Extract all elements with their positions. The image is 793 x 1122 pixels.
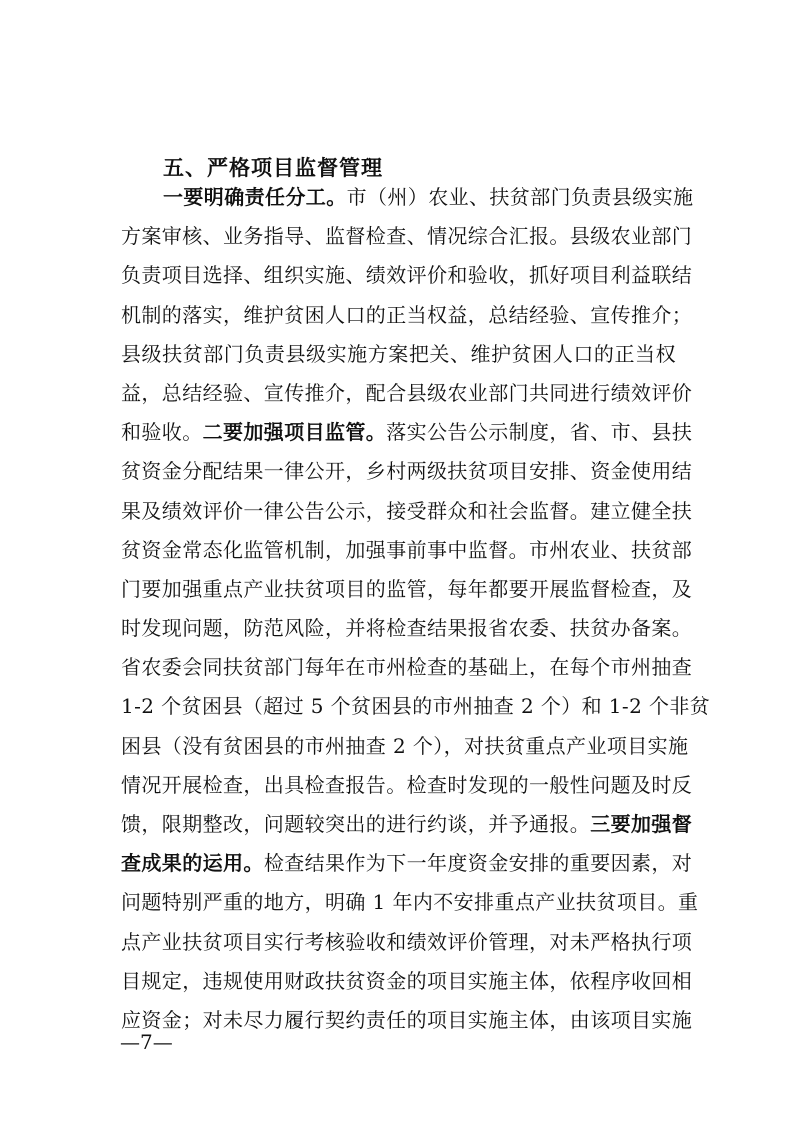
- text-run: 困县（没有贫困县的市州抽查 2 个），对扶贫重点产业项目实施: [121, 734, 689, 758]
- bold-phrase: 三要加强督: [590, 812, 693, 836]
- paragraph-line: [121, 221, 693, 251]
- text-run: 门要加强重点产业扶贫项目的监管，每年都要开展监督检查，及: [121, 577, 693, 601]
- paragraph-line: [121, 535, 693, 565]
- paragraph-line: [121, 652, 693, 682]
- text-run: 问题特别严重的地方，明确 1 年内不安排重点产业扶贫项目。重: [121, 890, 699, 914]
- paragraph-line: [121, 260, 693, 290]
- text-run: 益，总结经验、宣传推介，配合县级农业部门共同进行绩效评价: [121, 381, 693, 405]
- paragraph-line: [121, 456, 693, 486]
- paragraph-line: [121, 613, 693, 643]
- paragraph-line: [121, 848, 693, 878]
- paragraph-line: [121, 1005, 693, 1035]
- paragraph-line: [121, 496, 693, 526]
- paragraph-line: [121, 378, 693, 408]
- section-heading: 五、严格项目监督管理: [163, 155, 383, 180]
- paragraph-line: [121, 927, 693, 957]
- text-run: 贫资金常态化监管机制，加强事前事中监督。市州农业、扶贫部: [121, 538, 693, 562]
- text-run: 省农委会同扶贫部门每年在市州检查的基础上，在每个市州抽查: [121, 655, 693, 679]
- text-run: 市（州）农业、扶贫部门负责县级实施: [346, 185, 694, 209]
- text-run: 果及绩效评价一律公告公示，接受群众和社会监督。建立健全扶: [121, 499, 693, 523]
- text-run: 贫资金分配结果一律公开，乡村两级扶贫项目安排、资金使用结: [121, 459, 693, 483]
- bold-phrase: 查成果的运用。: [121, 851, 264, 875]
- paragraph-line: [121, 809, 693, 839]
- bold-phrase: 二要加强项目监管。: [202, 420, 387, 444]
- text-run: 情况开展检查，出具检查报告。检查时发现的一般性问题及时反: [121, 773, 693, 797]
- paragraph-line: [121, 966, 693, 996]
- text-run: 县级扶贫部门负责县级实施方案把关、维护贫困人口的正当权: [121, 342, 676, 366]
- text-run: 馈，限期整改，问题较突出的进行约谈，并予通报。: [121, 812, 591, 836]
- text-run: 落实公告公示制度，省、市、县扶: [386, 420, 693, 444]
- paragraph-line: [121, 731, 689, 761]
- bold-phrase: 一要明确责任分工。: [163, 185, 347, 209]
- text-run: 时发现问题，防范风险，并将检查结果报省农委、扶贫办备案。: [121, 616, 693, 640]
- paragraph-line: [121, 417, 693, 447]
- text-run: 应资金；对未尽力履行契约责任的项目实施主体，由该项目实施: [121, 1008, 693, 1032]
- text-run: 检查结果作为下一年度资金安排的重要因素，对: [263, 851, 693, 875]
- page-number: —7—: [120, 1030, 173, 1054]
- paragraph-line: [121, 691, 711, 721]
- paragraph-line: [121, 574, 693, 604]
- text-run: 目规定，违规使用财政扶贫资金的项目实施主体，依程序收回相: [121, 969, 693, 993]
- text-run: 和验收。: [121, 420, 203, 444]
- text-run: 机制的落实，维护贫困人口的正当权益，总结经验、宣传推介；: [121, 303, 693, 327]
- text-run: 方案审核、业务指导、监督检查、情况综合汇报。县级农业部门: [121, 224, 693, 248]
- paragraph-line: [121, 300, 693, 330]
- paragraph-line: [121, 770, 693, 800]
- paragraph-line: [121, 339, 676, 369]
- paragraph-line: [163, 182, 694, 212]
- text-run: 点产业扶贫项目实行考核验收和绩效评价管理，对未严格执行项: [121, 930, 693, 954]
- text-run: 1-2 个贫困县（超过 5 个贫困县的市州抽查 2 个）和 1-2 个非贫: [121, 694, 711, 718]
- text-run: 负责项目选择、组织实施、绩效评价和验收，抓好项目利益联结: [121, 263, 693, 287]
- paragraph-line: [121, 887, 699, 917]
